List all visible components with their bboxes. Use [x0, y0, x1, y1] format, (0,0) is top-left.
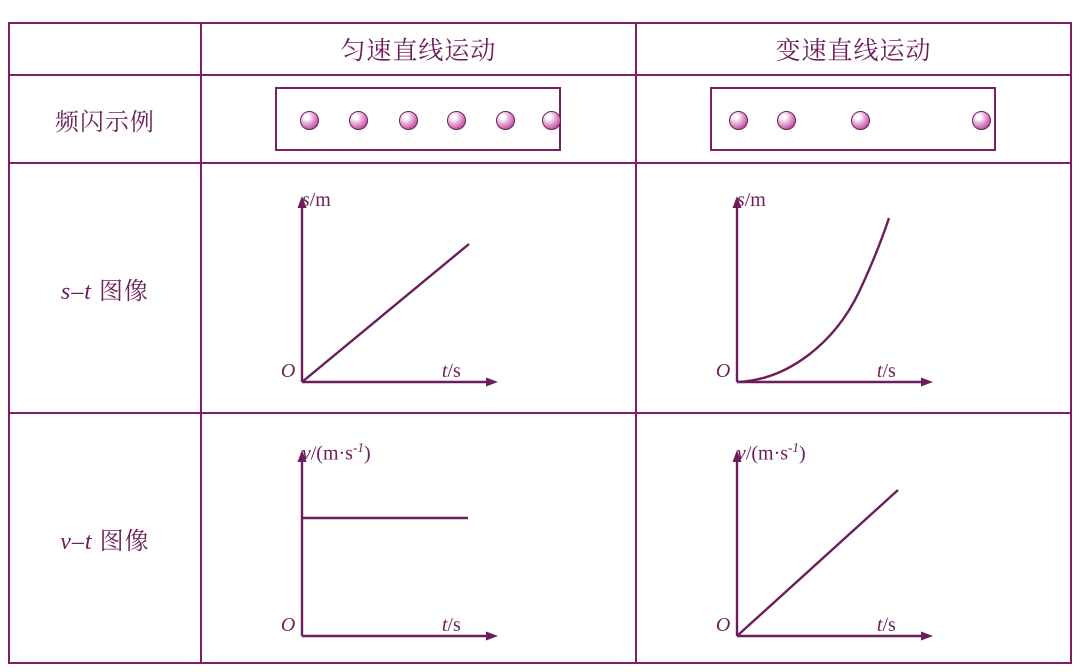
table-row-st-graph [9, 163, 1071, 413]
y-axis-label-st-variable [737, 189, 766, 212]
graph-container-vt-variable [637, 414, 1070, 662]
row-label-vt-dash: – [71, 528, 85, 555]
y-axis-label-exponent: -1 [352, 440, 364, 455]
strobe-cell-variable [636, 75, 1071, 163]
row-label-strobe: 频闪示例 [54, 109, 155, 136]
strobe-uniform-ball [300, 111, 319, 130]
row-label-st [61, 279, 149, 305]
header-cell-uniform [201, 23, 636, 75]
strobe-variable-ball [851, 111, 870, 130]
x-axis-label-st-variable [877, 360, 896, 383]
x-axis-label-st-uniform [442, 360, 461, 383]
y-axis-label-var: s [301, 189, 310, 211]
header-cell-variable [636, 23, 1071, 75]
header-label-uniform: 匀速直线运动 [340, 38, 497, 65]
header-label-variable: 变速直线运动 [775, 38, 932, 65]
table-header-row [9, 23, 1071, 75]
strobe-uniform-ball [447, 111, 466, 130]
origin-label-vt-uniform: O [280, 614, 296, 636]
origin-label-vt-variable: O [715, 614, 731, 636]
y-axis-label-exponent: -1 [788, 440, 800, 455]
x-axis-label-vt-uniform [442, 614, 461, 637]
graph-vt-uniform [272, 446, 532, 646]
row-label-st-var1: s [60, 278, 72, 305]
row-label-vt-suffix: 图像 [99, 528, 150, 555]
y-axis-label-unit: /(m·s [745, 442, 789, 465]
strobe-box-uniform [275, 87, 561, 151]
row-label-cell-strobe [9, 75, 201, 163]
graph-vt-variable [707, 446, 967, 646]
x-axis-arrowhead [921, 378, 933, 387]
y-axis-label-vt-uniform [302, 440, 371, 466]
y-axis-label-close: ) [799, 442, 806, 465]
x-axis-arrowhead [486, 632, 498, 641]
row-label-vt-var1: v [60, 528, 72, 555]
y-axis-label-st-uniform [302, 189, 331, 212]
graph-container-st-variable [637, 164, 1070, 412]
x-axis-label-unit: /s [882, 614, 896, 636]
strobe-uniform-ball [399, 111, 418, 130]
strobe-variable-ball [972, 111, 991, 130]
x-axis-label-var: t [876, 614, 883, 636]
y-axis-label-var: v [736, 442, 746, 465]
motion-comparison-table [8, 22, 1072, 664]
y-axis-label-unit: /m [744, 189, 766, 211]
graph-container-vt-uniform [202, 414, 635, 662]
strobe-uniform-ball [496, 111, 515, 130]
y-axis-label-unit: /m [309, 189, 331, 211]
x-axis-arrowhead [486, 378, 498, 387]
graph-st-uniform [272, 192, 532, 392]
row-label-st-dash: – [71, 278, 85, 305]
y-axis-label-vt-variable [737, 440, 806, 466]
table-row-strobe [9, 75, 1071, 163]
x-axis-label-vt-variable [877, 614, 896, 637]
row-label-st-var2: t [84, 278, 92, 305]
graph-cell-vt-uniform [201, 413, 636, 663]
graph-cell-vt-variable [636, 413, 1071, 663]
graph-cell-st-variable [636, 163, 1071, 413]
strobe-variable-ball [729, 111, 748, 130]
x-axis-label-unit: /s [882, 360, 896, 382]
strobe-uniform-ball [349, 111, 368, 130]
strobe-uniform-ball [542, 111, 561, 130]
origin-label-st-variable: O [715, 360, 731, 382]
graph-st-variable [707, 192, 967, 392]
row-label-cell-vt [9, 413, 201, 663]
graph-cell-st-uniform [201, 163, 636, 413]
row-label-vt [60, 529, 149, 555]
strobe-variable-ball [777, 111, 796, 130]
row-label-st-suffix: 图像 [98, 278, 149, 305]
x-axis-label-unit: /s [447, 614, 461, 636]
y-axis-label-var: s [736, 189, 745, 211]
y-axis-label-var: v [301, 442, 311, 465]
y-axis-label-close: ) [363, 442, 371, 465]
x-axis-label-var: t [876, 360, 883, 382]
y-axis-label-unit: /(m·s [310, 442, 353, 465]
table-row-vt-graph [9, 413, 1071, 663]
strobe-cell-uniform [201, 75, 636, 163]
strobe-wrap-variable [637, 87, 1070, 151]
data-line-linear [737, 490, 898, 636]
x-axis-label-var: t [441, 614, 448, 636]
origin-label-st-uniform: O [280, 360, 296, 382]
x-axis-label-unit: /s [447, 360, 461, 382]
row-label-cell-st [9, 163, 201, 413]
data-curve-accelerating [737, 218, 889, 382]
strobe-box-variable [710, 87, 996, 151]
strobe-wrap-uniform [202, 87, 635, 151]
graph-container-st-uniform [202, 164, 635, 412]
header-corner-cell [9, 23, 201, 75]
x-axis-label-var: t [441, 360, 448, 382]
x-axis-arrowhead [921, 632, 933, 641]
row-label-vt-var2: t [84, 528, 93, 555]
